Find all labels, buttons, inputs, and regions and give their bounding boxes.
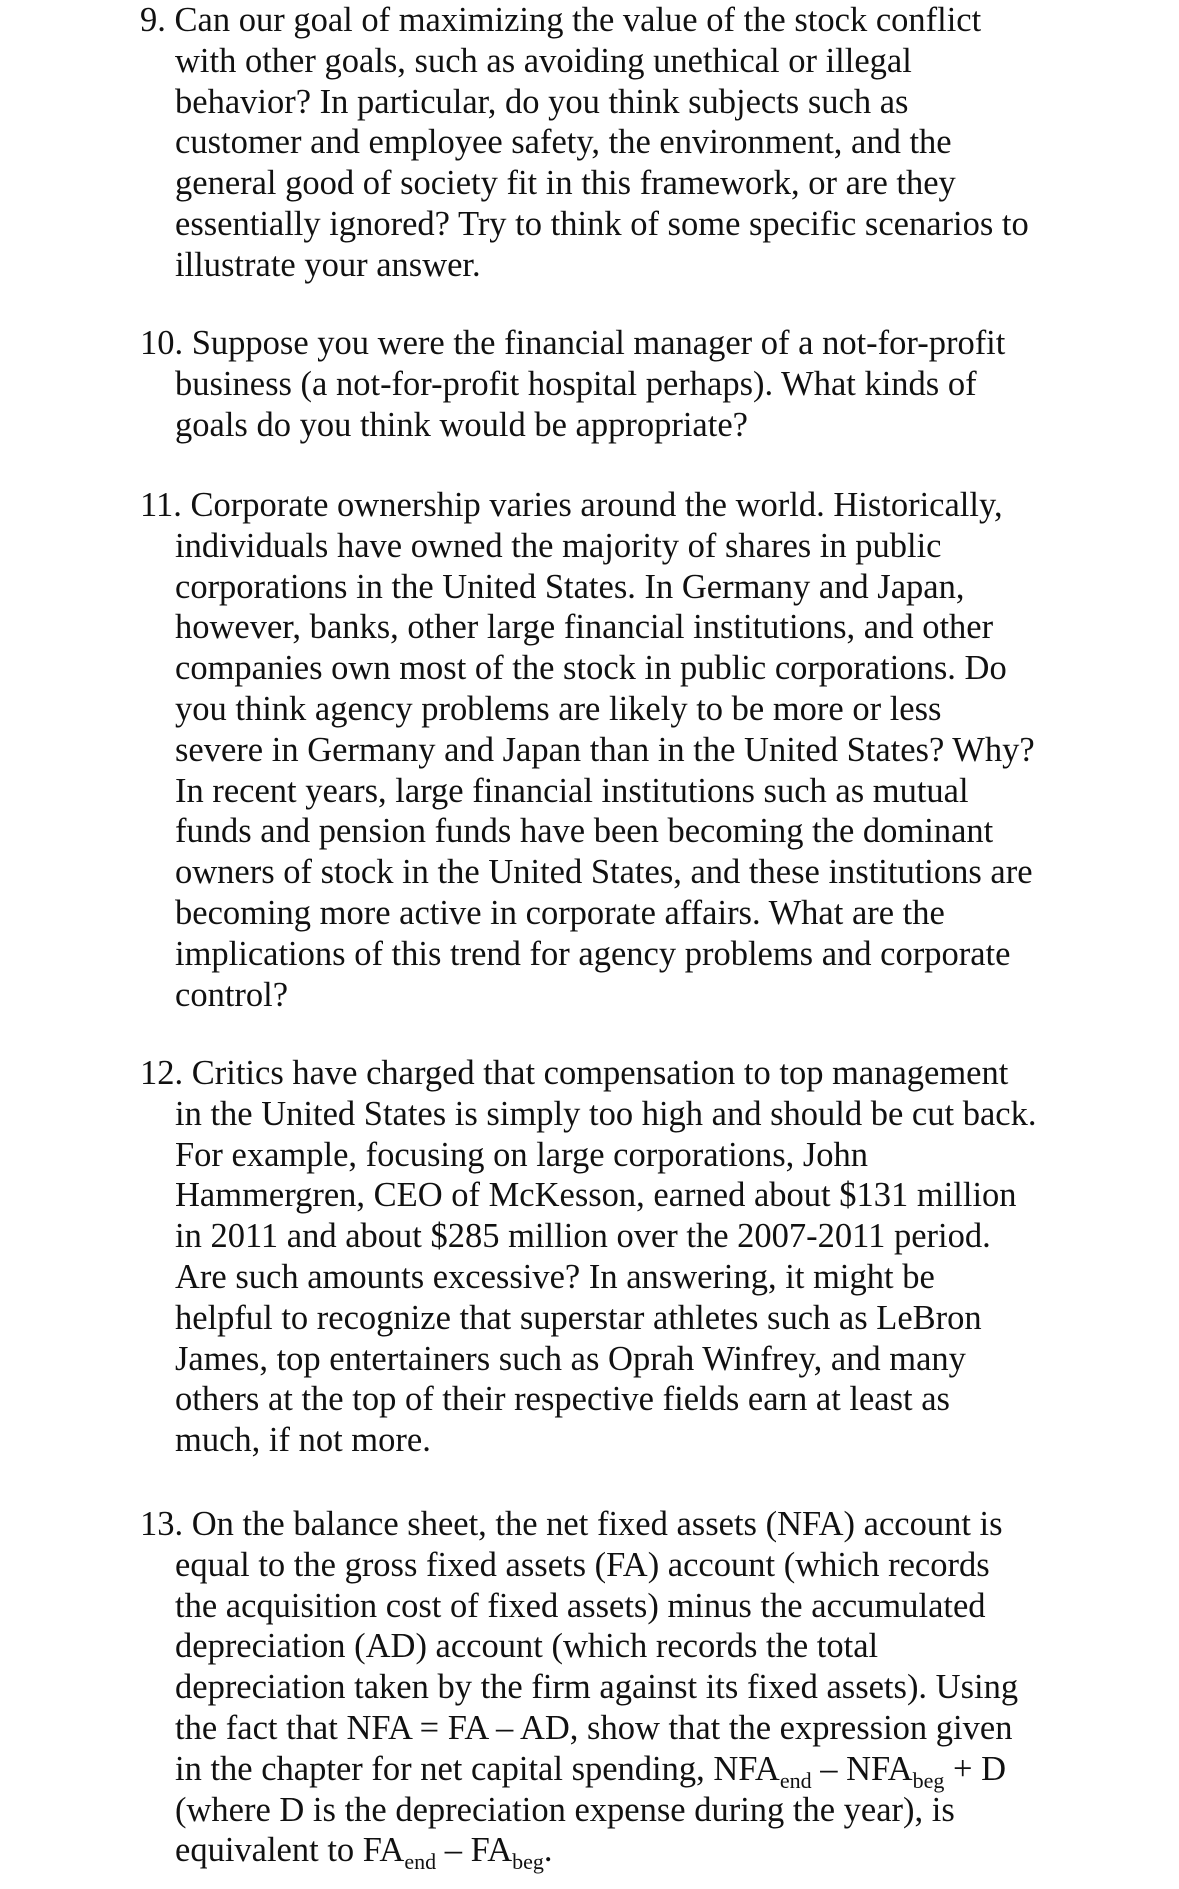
question-line: in the United States is simply too high and should be cut back. bbox=[175, 1094, 1037, 1133]
question-10 bbox=[140, 323, 1060, 445]
question-line: you think agency problems are likely to be more or less bbox=[175, 689, 942, 728]
question-line: Hammergren, CEO of McKesson, earned about $131 million bbox=[175, 1176, 1017, 1215]
question-line: individuals have owned the majority of shares in public bbox=[175, 526, 942, 565]
question-line: goals do you think would be appropriate? bbox=[175, 405, 748, 444]
question-line: implications of this trend for agency problems and corporate bbox=[175, 934, 1011, 973]
question-line: depreciation taken by the firm against its fixed assets). Using bbox=[175, 1668, 1019, 1707]
question-number: 10. bbox=[140, 324, 184, 362]
question-9 bbox=[140, 0, 1060, 286]
question-line: 12. Critics have charged that compensation to top management bbox=[140, 1054, 1009, 1092]
formula-line: in the chapter for net capital spending, $NFA_{end} - NFA_{beg} + D$ bbox=[175, 1749, 1006, 1793]
question-line: 9. Can our goal of maximizing the value of the stock conflict bbox=[140, 1, 982, 39]
question-line: 13. On the balance sheet, the net fixed assets (NFA) account is bbox=[140, 1505, 1003, 1543]
question-line: funds and pension funds have been becoming the dominant bbox=[175, 812, 994, 851]
question-line: behavior? In particular, do you think subjects such as bbox=[175, 82, 909, 121]
question-line: essentially ignored? Try to think of some specific scenarios to bbox=[175, 204, 1029, 243]
subscript-beg: beg bbox=[912, 1767, 945, 1793]
question-line: the fact that NFA = FA – AD, show that the expression given bbox=[175, 1708, 1013, 1747]
question-13 bbox=[140, 1504, 1060, 1875]
subscript-end: end bbox=[779, 1767, 812, 1793]
question-number: 12. bbox=[140, 1054, 184, 1092]
question-line: James, top entertainers such as Oprah Winfrey, and many bbox=[175, 1339, 966, 1378]
question-line: the acquisition cost of fixed assets) minus the accumulated bbox=[175, 1586, 986, 1625]
question-line: becoming more active in corporate affairs. What are the bbox=[175, 893, 945, 932]
question-line: much, if not more. bbox=[175, 1421, 431, 1460]
formula-line: equivalent to $FA_{end} - FA_{beg}$. bbox=[175, 1831, 553, 1875]
question-12 bbox=[140, 1053, 1060, 1461]
subscript-end: end bbox=[404, 1849, 437, 1875]
question-line: 11. Corporate ownership varies around the world. Historically, bbox=[140, 486, 1003, 524]
question-line: corporations in the United States. In Germany and Japan, bbox=[175, 567, 965, 606]
question-line: business (a not-for-profit hospital perhaps). What kinds of bbox=[175, 364, 977, 403]
question-line: depreciation (AD) account (which records the total bbox=[175, 1627, 879, 1666]
subscript-beg: beg bbox=[512, 1849, 544, 1875]
question-line: illustrate your answer. bbox=[175, 245, 481, 284]
question-line: companies own most of the stock in public corporations. Do bbox=[175, 649, 1007, 688]
question-line: in 2011 and about $285 million over the 2007-2011 period. bbox=[175, 1217, 991, 1256]
question-line: with other goals, such as avoiding unethical or illegal bbox=[175, 41, 912, 80]
question-line: owners of stock in the United States, and these institutions are bbox=[175, 853, 1033, 892]
question-line: (where D is the depreciation expense during the year), is bbox=[175, 1790, 955, 1829]
question-line: control? bbox=[175, 975, 289, 1014]
question-line: 10. Suppose you were the financial manager of a not-for-profit bbox=[140, 324, 1006, 362]
question-line: others at the top of their respective fields earn at least as bbox=[175, 1380, 950, 1419]
question-number: 13. bbox=[140, 1505, 184, 1543]
question-line: For example, focusing on large corporations, John bbox=[175, 1135, 869, 1174]
question-line: general good of society fit in this framework, or are they bbox=[175, 164, 956, 203]
question-line: helpful to recognize that superstar athletes such as LeBron bbox=[175, 1298, 982, 1337]
question-line: equal to the gross fixed assets (FA) account (which records bbox=[175, 1545, 990, 1584]
question-line: severe in Germany and Japan than in the United States? Why? bbox=[175, 730, 1035, 769]
question-line: Are such amounts excessive? In answering, it might be bbox=[175, 1257, 935, 1296]
question-line: however, banks, other large financial institutions, and other bbox=[175, 608, 994, 647]
question-number: 11. bbox=[140, 486, 182, 524]
question-number: 9. bbox=[140, 1, 166, 39]
question-line: customer and employee safety, the environment, and the bbox=[175, 123, 952, 162]
question-11 bbox=[140, 485, 1060, 1015]
question-line: In recent years, large financial institutions such as mutual bbox=[175, 771, 969, 810]
